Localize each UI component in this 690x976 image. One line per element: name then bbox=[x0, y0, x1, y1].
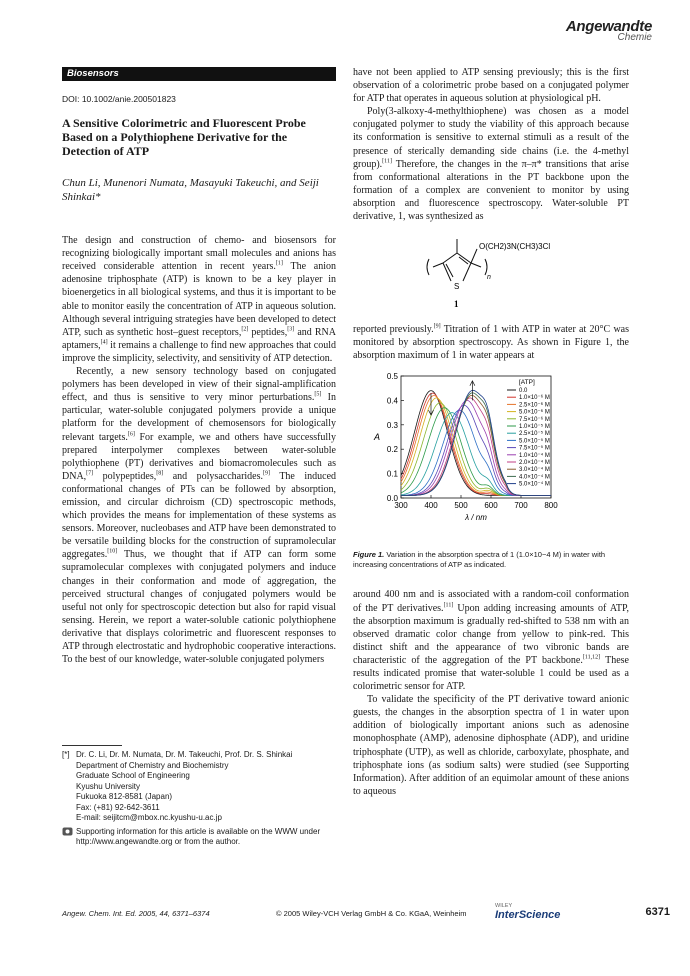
compound-label: 1 bbox=[454, 299, 459, 310]
legend-entry: 1.0×10⁻⁴ M bbox=[519, 453, 550, 460]
doi: DOI: 10.1002/anie.200501823 bbox=[62, 94, 176, 104]
footer-journal: Angew. Chem. Int. Ed. 2005, 44, 6371–6374 bbox=[62, 909, 210, 918]
legend-entry: 7.5×10⁻⁶ M bbox=[519, 417, 550, 424]
x-tick-label: 500 bbox=[454, 501, 468, 511]
paragraph-background: Recently, a new sensory technology based on conjugated polymers has been developed in view of their signal-amplification effect, and thus is sensitive to very minor perturbations.[5] In particular, water-soluble conjugated polymers provide a unique platform for the development of chemosensors for biologically relevant targets.[6] For example, we and others have successfully prepared interpolymer complexes between water-soluble polythiophene (PT) derivatives and biomacromolecules such as DNA,[7] polypeptides,[8] and polysaccharides.[9] The induced conformational changes of PTs can be followed by absorption, emission, and circular dichroism (CD) spectroscopic methods, which provides the means for implementation of these systems as sensors. Moreover, nucleobases and ATP have been demonstrated to be versatile building blocks for the construction of supramolecular aggregates.[10] Thus, we thought that if ATP can form some supramolecular complexes with conjugated polymers and induce changes in their conformation and mode of aggregation, the perceived structural changes of conjugated polymers would be useful not only for spectroscopic detection but also for rapid visual sensing. Herein, we report a water-soluble cationic polythiophene derivative that displays colorimetric and fluorescent responses to ATP through electrostatic and hydrophobic cooperative interactions. To the best of our knowledge, water-soluble conjugated polymers bbox=[62, 366, 337, 666]
y-tick-label: 0.3 bbox=[386, 421, 398, 431]
article-title: A Sensitive Colorimetric and Fluorescent Probe Based on a Polythiophene Derivative for the Detection of ATP bbox=[62, 116, 306, 159]
footnote bbox=[62, 750, 336, 848]
affiliation-line: Graduate School of Engineering bbox=[76, 771, 190, 780]
paragraph-titration: reported previously.[9] Titration of 1 with ATP in water at 20°C was monitored by absorption spectroscopy. As shown in Figure 1, the absorption maximum of 1 in water appears at bbox=[353, 323, 629, 362]
affiliation-line: Dr. C. Li, Dr. M. Numata, Dr. M. Takeuchi, Prof. Dr. S. Shinkai bbox=[76, 750, 293, 759]
affiliation-line: Fukuoka 812-8581 (Japan) bbox=[76, 792, 173, 801]
paragraph-intro: The design and construction of chemo- and biosensors for recognizing biologically important small molecules and anions has received considerable attention in recent years.[1] The anion adenosine triphosphate (ATP) is known to be a key player in bioenergetics in all biological systems, and thus it is important to be able to monitor easily the concentration of ATP in aqueous solution. Although several intriguing strategies have been developed to detect ATP, such as synthetic host–guest receptors,[2] peptides,[3] and RNA aptamers,[4] it remains a challenge to find new approaches that could improve the simplicity, selectivity, and sensitivity of ATP detection. bbox=[62, 235, 336, 364]
legend-entry: 7.5×10⁻⁵ M bbox=[519, 446, 550, 453]
reference-marker: [9] bbox=[433, 323, 441, 330]
paragraph-results: around 400 nm and is associated with a random-coil conformation of the PT derivatives.[11] Upon adding increasing amounts of ATP, the absorption maximum is gradually red-shifted to 538 nm with an observed dramatic color change from yellow to pink-red. This distinct shift and the appearance of two vibronic bands are characteristic of the aggregation of the PT backbone.[11,12] These results indicated promise that water-soluble 1 could be used as a colorimetric sensor for ATP. bbox=[353, 589, 629, 693]
legend-entry: 1.0×10⁻⁵ M bbox=[519, 424, 550, 431]
x-tick-label: 600 bbox=[484, 501, 498, 511]
brand-subtitle: Chemie bbox=[617, 32, 652, 43]
supporting-info-icon bbox=[62, 827, 76, 848]
reference-marker: [1] bbox=[275, 260, 283, 267]
supporting-info-text: Supporting information for this article is available on the WWW under http://www.angewandte.org or from the author. bbox=[76, 826, 321, 846]
affiliation-line: Department of Chemistry and Biochemistry bbox=[76, 760, 229, 770]
footnote-mark: [*] bbox=[62, 750, 70, 759]
y-tick-label: 0.0 bbox=[386, 494, 398, 504]
article-authors: Chun Li, Munenori Numata, Masayuki Takeuchi, and Seiji Shinkai* bbox=[62, 177, 319, 204]
y-tick-label: 0.5 bbox=[386, 372, 398, 382]
affiliation-line: Fax: (+81) 92-642-3611 bbox=[76, 802, 160, 812]
legend-entry: 3.0×10⁻⁴ M bbox=[519, 467, 550, 474]
caption-label: Figure 1. bbox=[353, 550, 385, 560]
reference-marker: [3] bbox=[287, 326, 295, 333]
legend-entry: 2.0×10⁻⁴ M bbox=[519, 460, 550, 467]
y-tick-label: 0.2 bbox=[386, 445, 398, 455]
affiliation-line: Kyushu University bbox=[76, 781, 141, 791]
figure-caption bbox=[353, 550, 629, 570]
reference-marker: [5] bbox=[314, 391, 322, 398]
affiliation bbox=[76, 750, 336, 824]
reference-marker: [10] bbox=[107, 549, 118, 556]
chemical-structure bbox=[353, 231, 629, 317]
left-column bbox=[62, 93, 336, 666]
paragraph-continuation: have not been applied to ATP sensing previously; this is the first observation of a colorimetric probe based on a conjugated polymer for ATP that operates in aqueous solution at physiological pH. bbox=[353, 67, 629, 105]
legend-entry: 2.5×10⁻⁶ M bbox=[519, 402, 550, 409]
x-tick-label: 400 bbox=[424, 501, 438, 511]
reference-marker: [11] bbox=[443, 602, 454, 609]
side-chain-label: O(CH2)3N(CH3)3Cl bbox=[479, 242, 551, 252]
publisher-name: InterScience bbox=[495, 909, 561, 921]
x-axis-label: λ / nm bbox=[465, 513, 487, 523]
reference-marker: [9] bbox=[263, 470, 271, 477]
reference-marker: [2] bbox=[241, 326, 249, 333]
x-tick-label: 800 bbox=[544, 501, 558, 511]
section-label: Biosensors bbox=[62, 67, 336, 81]
sulfur-atom: S bbox=[454, 282, 460, 292]
caption-text: Variation in the absorption spectra of 1 (1.0×10−4 M) in water with increasing concentrations of ATP as indicated. bbox=[353, 550, 606, 570]
footnote-rule bbox=[62, 745, 122, 746]
legend-entry: 5.0×10⁻⁵ M bbox=[519, 438, 550, 445]
reference-marker: [11,12] bbox=[582, 654, 601, 661]
x-tick-label: 700 bbox=[514, 501, 528, 511]
paragraph-model: Poly(3-alkoxy-4-methylthiophene) was chosen as a model conjugated polymer to study the viability of this approach because its conformation is sensitive to external stimuli as a result of the presence of sterically demanding side chains (i.e. the 4-methyl group).[11] Therefore, the changes in the π–π* transitions that arise from conformational alterations in the PT backbone upon the formation of a complex are convenient to monitor by using absorption and fluorescence spectroscopy. Water-soluble PT derivative, 1, was synthesized as bbox=[353, 106, 629, 223]
y-tick-label: 0.4 bbox=[386, 396, 398, 406]
affiliation-line: E-mail: seijitcm@mbox.nc.kyushu-u.ac.jp bbox=[76, 813, 222, 822]
reference-marker: [8] bbox=[156, 470, 164, 477]
journal-brand bbox=[566, 18, 652, 43]
repeat-subscript: n bbox=[487, 274, 491, 282]
reference-marker: [11] bbox=[382, 158, 392, 165]
paragraph-specificity: To validate the specificity of the PT derivative toward anionic guests, the changes in the absorption spectra of 1 in water upon addition of biologically important anions such as adenosine monophosphate (AMP), adenosine diphosphate (ADP), and uridine triphosphate (UTP), as well as chloride, carboxylate, phosphate, and triphosphate ions (as sodium salts) were studied (see Supporting Information). After addition of an equimolar amount of these anions to aqueous bbox=[353, 694, 629, 797]
reference-marker: [4] bbox=[100, 339, 108, 346]
legend-entry: 4.0×10⁻⁴ M bbox=[519, 474, 550, 481]
y-axis-label: A bbox=[373, 432, 381, 443]
absorption-chart bbox=[353, 368, 629, 544]
legend-entry: 5.0×10⁻⁶ M bbox=[519, 410, 550, 417]
publisher-sub: WILEY bbox=[495, 903, 513, 909]
right-column bbox=[353, 66, 629, 798]
legend-entry: 2.5×10⁻⁵ M bbox=[519, 431, 550, 438]
footer-copyright: © 2005 Wiley-VCH Verlag GmbH & Co. KGaA, Weinheim bbox=[276, 909, 467, 918]
reference-marker: [6] bbox=[127, 431, 135, 438]
legend-entry: 1.0×10⁻⁶ M bbox=[519, 395, 550, 402]
page-number: 6371 bbox=[645, 906, 670, 918]
y-tick-label: 0.1 bbox=[386, 470, 398, 480]
publisher-logo bbox=[495, 904, 560, 921]
brand-title: Angewandte bbox=[565, 18, 652, 35]
legend-entry: 0.0 bbox=[519, 388, 528, 395]
structure-drawing bbox=[353, 231, 629, 317]
legend-title: [ATP] bbox=[519, 379, 535, 387]
chart-svg bbox=[353, 368, 629, 544]
reference-marker: [7] bbox=[86, 470, 94, 477]
x-tick-label: 300 bbox=[394, 501, 408, 511]
legend-entry: 5.0×10⁻⁴ M bbox=[519, 482, 550, 489]
